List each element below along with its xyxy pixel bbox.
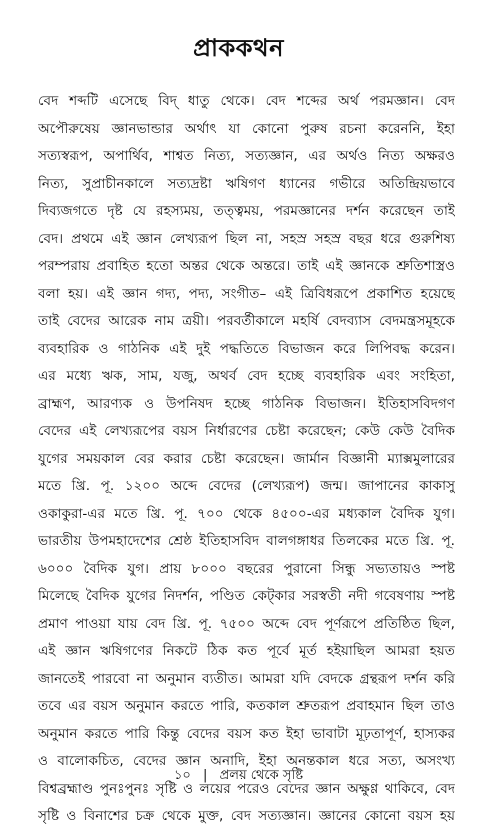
text-line: অনুমান করতে পারি কিন্তু বেদের বয়স কত ইহা ভাবাটা মূঢ়তাপূর্ণ, হাস্যকর (38, 725, 455, 742)
text-line: সত্যস্বরূপ, অপার্থিব, শাশ্বত নিত্য, সত্যজ্ঞান, এর অর্থও নিত্য অক্ষরও (38, 148, 455, 164)
text-line: বেদের এই লেখ্যরূপের বয়স নির্ধারণের চেষ্টা করেছেন; কেউ কেউ বৈদিক (38, 423, 455, 439)
text-line: ওকাকুরা-এর মতে খ্রি. পূ. ৭০০ থেকে ৪৫০০-এর মধ্যকাল বৈদিক যুগ। (38, 505, 455, 522)
text-line: বেদ। প্রথমে এই জ্ঞান লেখ্যরূপ ছিল না, সহস্র সহস্র বছর ধরে গুরুশিষ্য (38, 230, 455, 247)
text-line: ব্রাহ্মণ, আরণ্যক ও উপনিষদ হচ্ছে গাঠনিক বিভাজন। ইতিহাসবিদগণ (38, 395, 455, 412)
book-title: প্রলয় থেকে সৃষ্টি (219, 768, 303, 783)
page-footer (0, 766, 477, 787)
text-line: মিলেছে বৈদিক যুগের নিদর্শন, পণ্ডিত কেট্‌কার সরস্বতী নদী গবেষণায় স্পষ্ট (38, 588, 455, 604)
body-text (38, 88, 455, 831)
text-line: যুগের সময়কাল বের করার চেষ্টা করেছেন। জার্মান বিজ্ঞানী ম্যাক্সমুলারের (38, 450, 455, 467)
text-line: ভারতীয় উপমহাদেশের শ্রেষ্ঠ ইতিহাসবিদ বালগঙ্গাধর তিলকের মতে খ্রি. পূ. (38, 533, 455, 549)
text-line: প্রমাণ পাওয়া যায় বেদ খ্রি. পূ. ৭৫০০ অব্দে বেদ পূর্ণরূপে প্রতিষ্ঠিত ছিল, (38, 615, 455, 632)
footer-separator: | (203, 768, 208, 783)
text-line: বিশ্বব্রহ্মাণ্ড পুনঃপুনঃ সৃষ্টি ও লয়ের পরেও বেদের জ্ঞান অক্ষুণ্ণ থাকিবে, বেদ (38, 780, 455, 797)
text-line: জানতেই পারবো না অনুমান ব্যতীত। আমরা যদি বেদকে গ্রন্থরূপ দর্শন করি (38, 670, 455, 687)
text-line: এর মধ্যে ঋক, সাম, যজু, অথর্ব বেদ হচ্ছে ব্যবহারিক এবং সংহিতা, (38, 368, 455, 384)
page-title: প্রাককথন (193, 34, 284, 62)
text-line: বলা হয়। এই জ্ঞান গদ্য, পদ্য, সংগীত– এই ত্রিবিধরূপে প্রকাশিত হয়েছে (38, 285, 455, 302)
text-line: এই জ্ঞান ঋষিগণের নিকটে ঠিক কত পূর্বে মূর্ত হইয়াছিল আমরা হয়ত (38, 643, 455, 659)
text-line: দিব্যজগতে দৃষ্ট যে রহস্যময়, তত্ত্বময়, পরমজ্ঞানের দর্শন করেছেন তাই (38, 203, 455, 219)
text-line: নিত্য, সুপ্রাচীনকালে সত্যদ্রষ্টা ঋষিগণ ধ্যানের গভীরে অতিন্দ্রিয়ভাবে (38, 175, 455, 192)
text-line: সৃষ্টি ও বিনাশের চক্র থেকে মুক্ত, বেদ সত্যজ্ঞান। জ্ঞানের কোনো বয়স হয় (38, 808, 455, 824)
text-line: তাই বেদের আরেক নাম ত্রয়ী। পরবর্তীকালে মহর্ষি বেদব্যাস বেদমন্ত্রসমূহকে (38, 313, 455, 329)
text-line: অপৌরুষেয় জ্ঞানভান্ডার অর্থাৎ যা কোনো পুরুষ রচনা করেননি, ইহা (38, 120, 455, 137)
text-line: ব্যবহারিক ও গাঠনিক এই দুই পদ্ধতিতে বিভাজন করে লিপিবদ্ধ করেন। (38, 340, 455, 357)
text-line: মতে খ্রি. পূ. ১২০০ অব্দে বেদের (লেখ্যরূপ) জন্ম। জাপানের কাকাসু (38, 478, 455, 494)
page-number: ১০ (174, 768, 191, 783)
text-line: পরম্পরায় প্রবাহিত হতো অন্তর থেকে অন্তরে। তাই এই জ্ঞানকে শ্রুতিশাস্ত্রও (38, 258, 455, 274)
text-line: বেদ শব্দটি এসেছে বিদ্ ধাতু থেকে। বেদ শব্দের অর্থ পরমজ্ঞান। বেদ (38, 93, 455, 109)
text-line: ও বালোকচিত, বেদের জ্ঞান অনাদি, ইহা অনন্তকাল ধরে সত্য, অসংখ্য (38, 753, 455, 769)
text-line: ৬০০০ বৈদিক যুগ। প্রায় ৮০০০ বছরের পুরানো সিন্ধু সভ্যতায়ও স্পষ্ট (38, 560, 455, 577)
text-line: তবে এর বয়স অনুমান করতে পারি, কতকাল শ্রুতরূপ প্রবাহমান ছিল তাও (38, 698, 455, 714)
